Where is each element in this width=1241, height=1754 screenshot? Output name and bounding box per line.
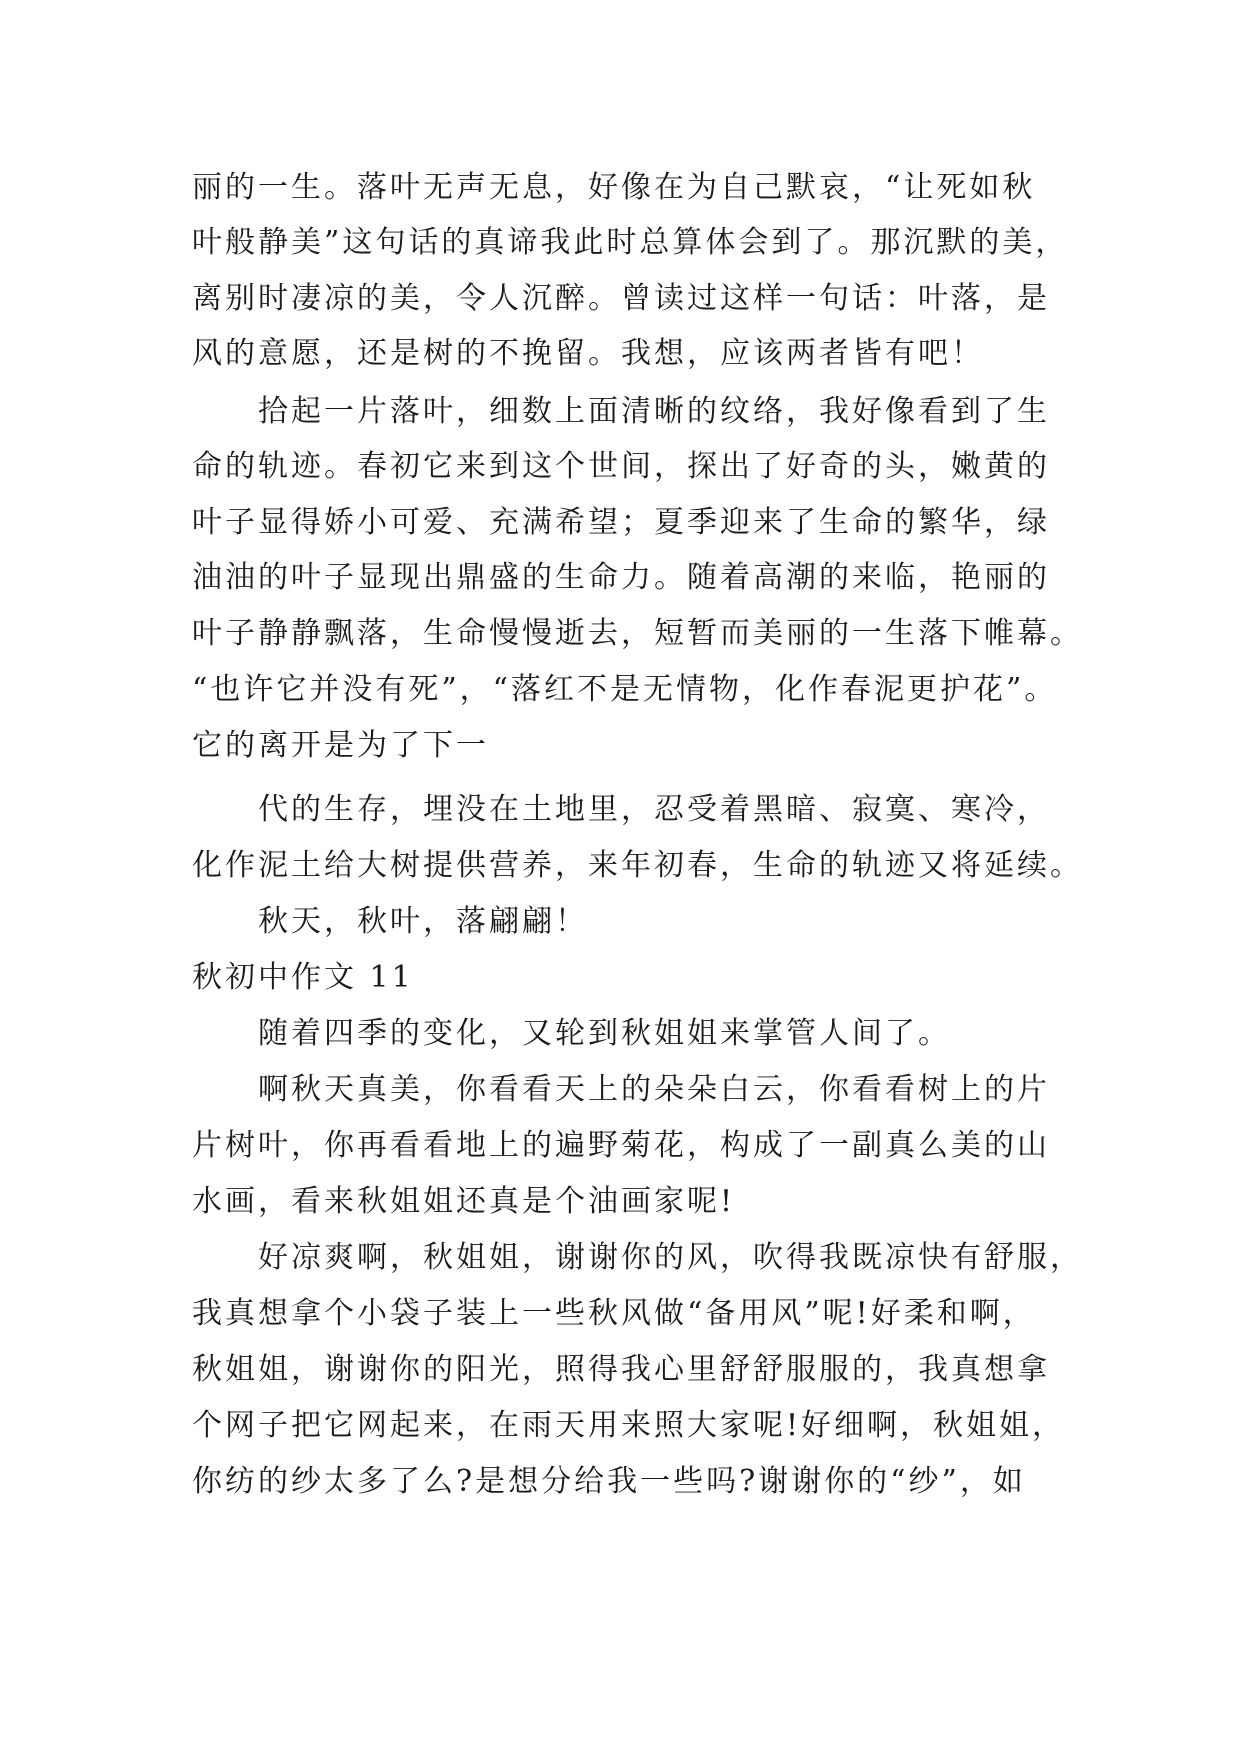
text-line: 好凉爽啊，秋姐姐，谢谢你的风，吹得我既凉快有舒服， — [258, 1240, 1083, 1275]
text-line: 叶子显得娇小可爱、充满希望；夏季迎来了生命的繁华，绿 — [192, 505, 1050, 540]
text-line: 油油的叶子显现出鼎盛的生命力。随着高潮的来临，艳丽的 — [192, 560, 1050, 595]
text-line: 个网子把它网起来，在雨天用来照大家呢!好细啊，秋姐姐， — [192, 1408, 1066, 1443]
text-line: 你纺的纱太多了么?是想分给我一些吗?谢谢你的“纱”，如 — [192, 1464, 1026, 1499]
text-line: 秋姐姐，谢谢你的阳光，照得我心里舒舒服服的，我真想拿 — [192, 1352, 1050, 1387]
text-line: 叶般静美”这句话的真谛我此时总算体会到了。那沉默的美， — [192, 225, 1069, 260]
text-line: 叶子静静飘落，生命慢慢逝去，短暂而美丽的一生落下帷幕。 — [192, 616, 1083, 651]
text-line: 丽的一生。落叶无声无息，好像在为自己默哀，“让死如秋 — [192, 170, 1036, 205]
text-line: 秋天，秋叶，落翩翩！ — [258, 904, 588, 939]
text-line: 片树叶，你再看看地上的遍野菊花，构成了一副真么美的山 — [192, 1128, 1050, 1163]
text-line: 拾起一片落叶，细数上面清晰的纹络，我好像看到了生 — [258, 394, 1050, 429]
text-line: “也许它并没有死”，“落红不是无情物，化作春泥更护花”。 — [192, 672, 1058, 707]
text-line: 风的意愿，还是树的不挽留。我想，应该两者皆有吧！ — [192, 336, 984, 371]
text-line: 我真想拿个小袋子装上一些秋风做“备用风”呢!好柔和啊， — [192, 1296, 1036, 1331]
text-line: 命的轨迹。春初它来到这个世间，探出了好奇的头，嫩黄的 — [192, 449, 1050, 484]
text-line: 水画，看来秋姐姐还真是个油画家呢! — [192, 1184, 736, 1219]
text-line: 化作泥土给大树提供营养，来年初春，生命的轨迹又将延续。 — [192, 848, 1083, 883]
section-heading: 秋初中作文 11 — [192, 960, 414, 995]
text-line: 它的离开是为了下一 — [192, 728, 489, 763]
text-line: 代的生存，埋没在土地里，忍受着黑暗、寂寞、寒冷， — [258, 792, 1050, 827]
text-line: 随着四季的变化，又轮到秋姐姐来掌管人间了。 — [258, 1016, 951, 1051]
text-line: 离别时凄凉的美，令人沉醉。曾读过这样一句话：叶落，是 — [192, 281, 1050, 316]
text-line: 啊秋天真美，你看看天上的朵朵白云，你看看树上的片 — [258, 1072, 1050, 1107]
